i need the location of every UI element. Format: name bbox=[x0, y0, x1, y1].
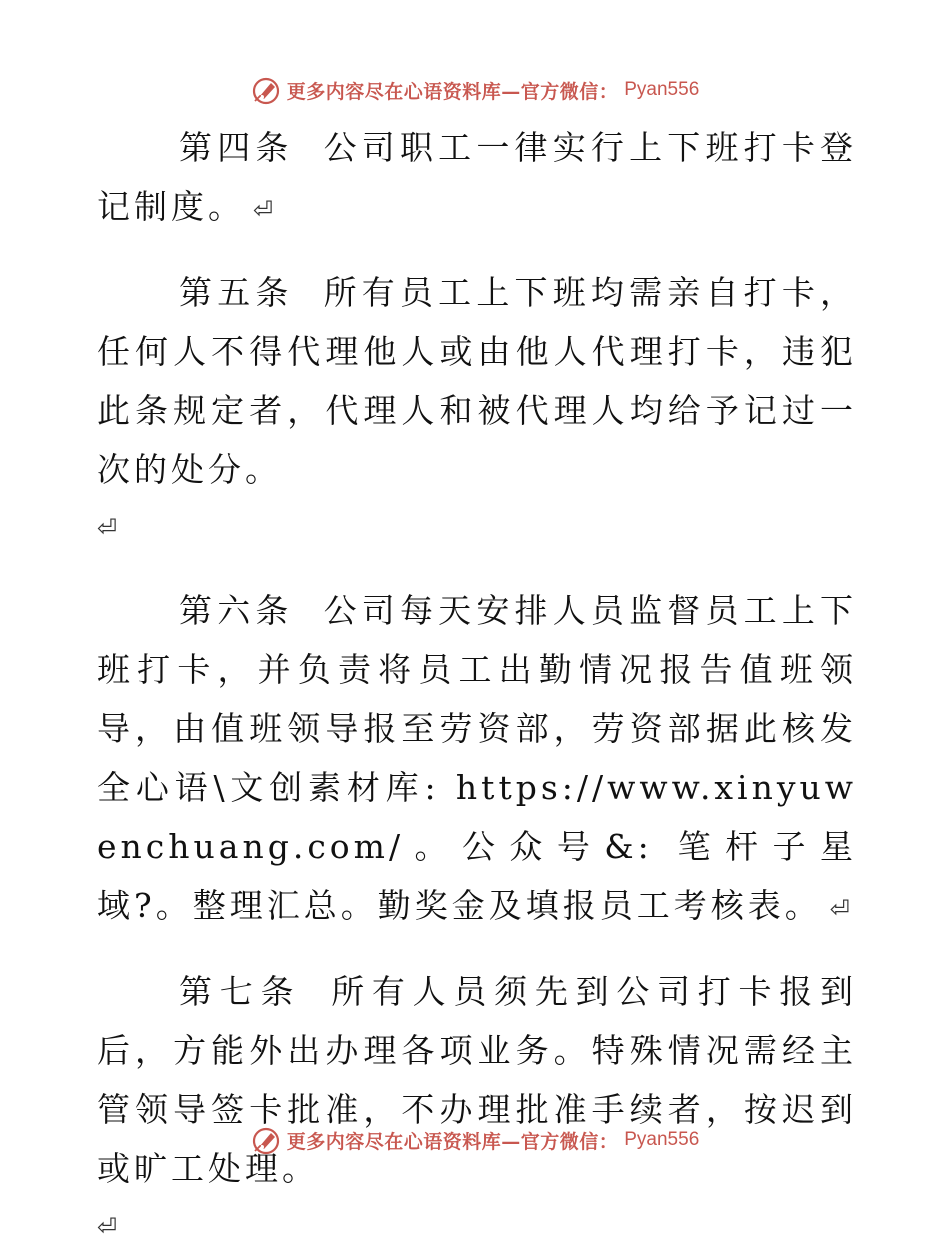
article-text: 公司职工一律实行上下班打卡登记制度。 bbox=[97, 128, 857, 226]
article-number: 第七条 bbox=[179, 972, 302, 1011]
document-body bbox=[97, 118, 857, 1257]
paragraph-mark-icon: ⏎ bbox=[97, 514, 118, 542]
footer-banner-text: 更多内容尽在心语资料库—官方微信： bbox=[286, 1130, 619, 1153]
article-text: 所有人员须先到公司打卡报到后，方能外出办理各项业务。特殊情况需经主管领导签卡批准，不办理批准手续者，按迟到或旷工处理。 bbox=[97, 972, 858, 1188]
article-number: 第五条 bbox=[179, 273, 294, 312]
footer-banner bbox=[0, 1120, 950, 1160]
article-text: 公司每天安排人员监督员工上下班打卡，并负责将员工出勤情况报告值班领导，由值班领导报至劳资部，劳资部据此核发全心语\文创素材库: https://www.xinyuwenchuang.com/。公众号&: 笔杆子星域?。整理汇总。勤奖金及填报员工考核表。 bbox=[97, 591, 857, 925]
footer-banner-contact: Pyan556 bbox=[624, 1129, 700, 1150]
paragraph-mark-icon: ⏎ bbox=[97, 1213, 118, 1241]
pen-nib-logo-icon bbox=[251, 1125, 281, 1155]
article-text: 所有员工上下班均需亲自打卡，任何人不得代理他人或由他人代理打卡，违犯此条规定者，代理人和被代理人均给予记过一次的处分。 bbox=[97, 273, 857, 489]
paragraph-mark-icon: ⏎ bbox=[253, 196, 274, 224]
header-banner bbox=[0, 70, 950, 110]
article-number: 第六条 bbox=[179, 591, 294, 630]
paragraph-mark-icon: ⏎ bbox=[829, 895, 850, 923]
article-paragraph-5 bbox=[97, 263, 857, 558]
article-paragraph-6 bbox=[97, 581, 857, 939]
header-banner-text: 更多内容尽在心语资料库—官方微信： bbox=[286, 80, 619, 103]
header-banner-contact: Pyan556 bbox=[624, 79, 700, 100]
article-paragraph-4 bbox=[97, 118, 857, 240]
pen-nib-logo-icon bbox=[251, 75, 281, 105]
article-number: 第四条 bbox=[179, 128, 294, 167]
article-paragraph-7 bbox=[97, 962, 857, 1257]
